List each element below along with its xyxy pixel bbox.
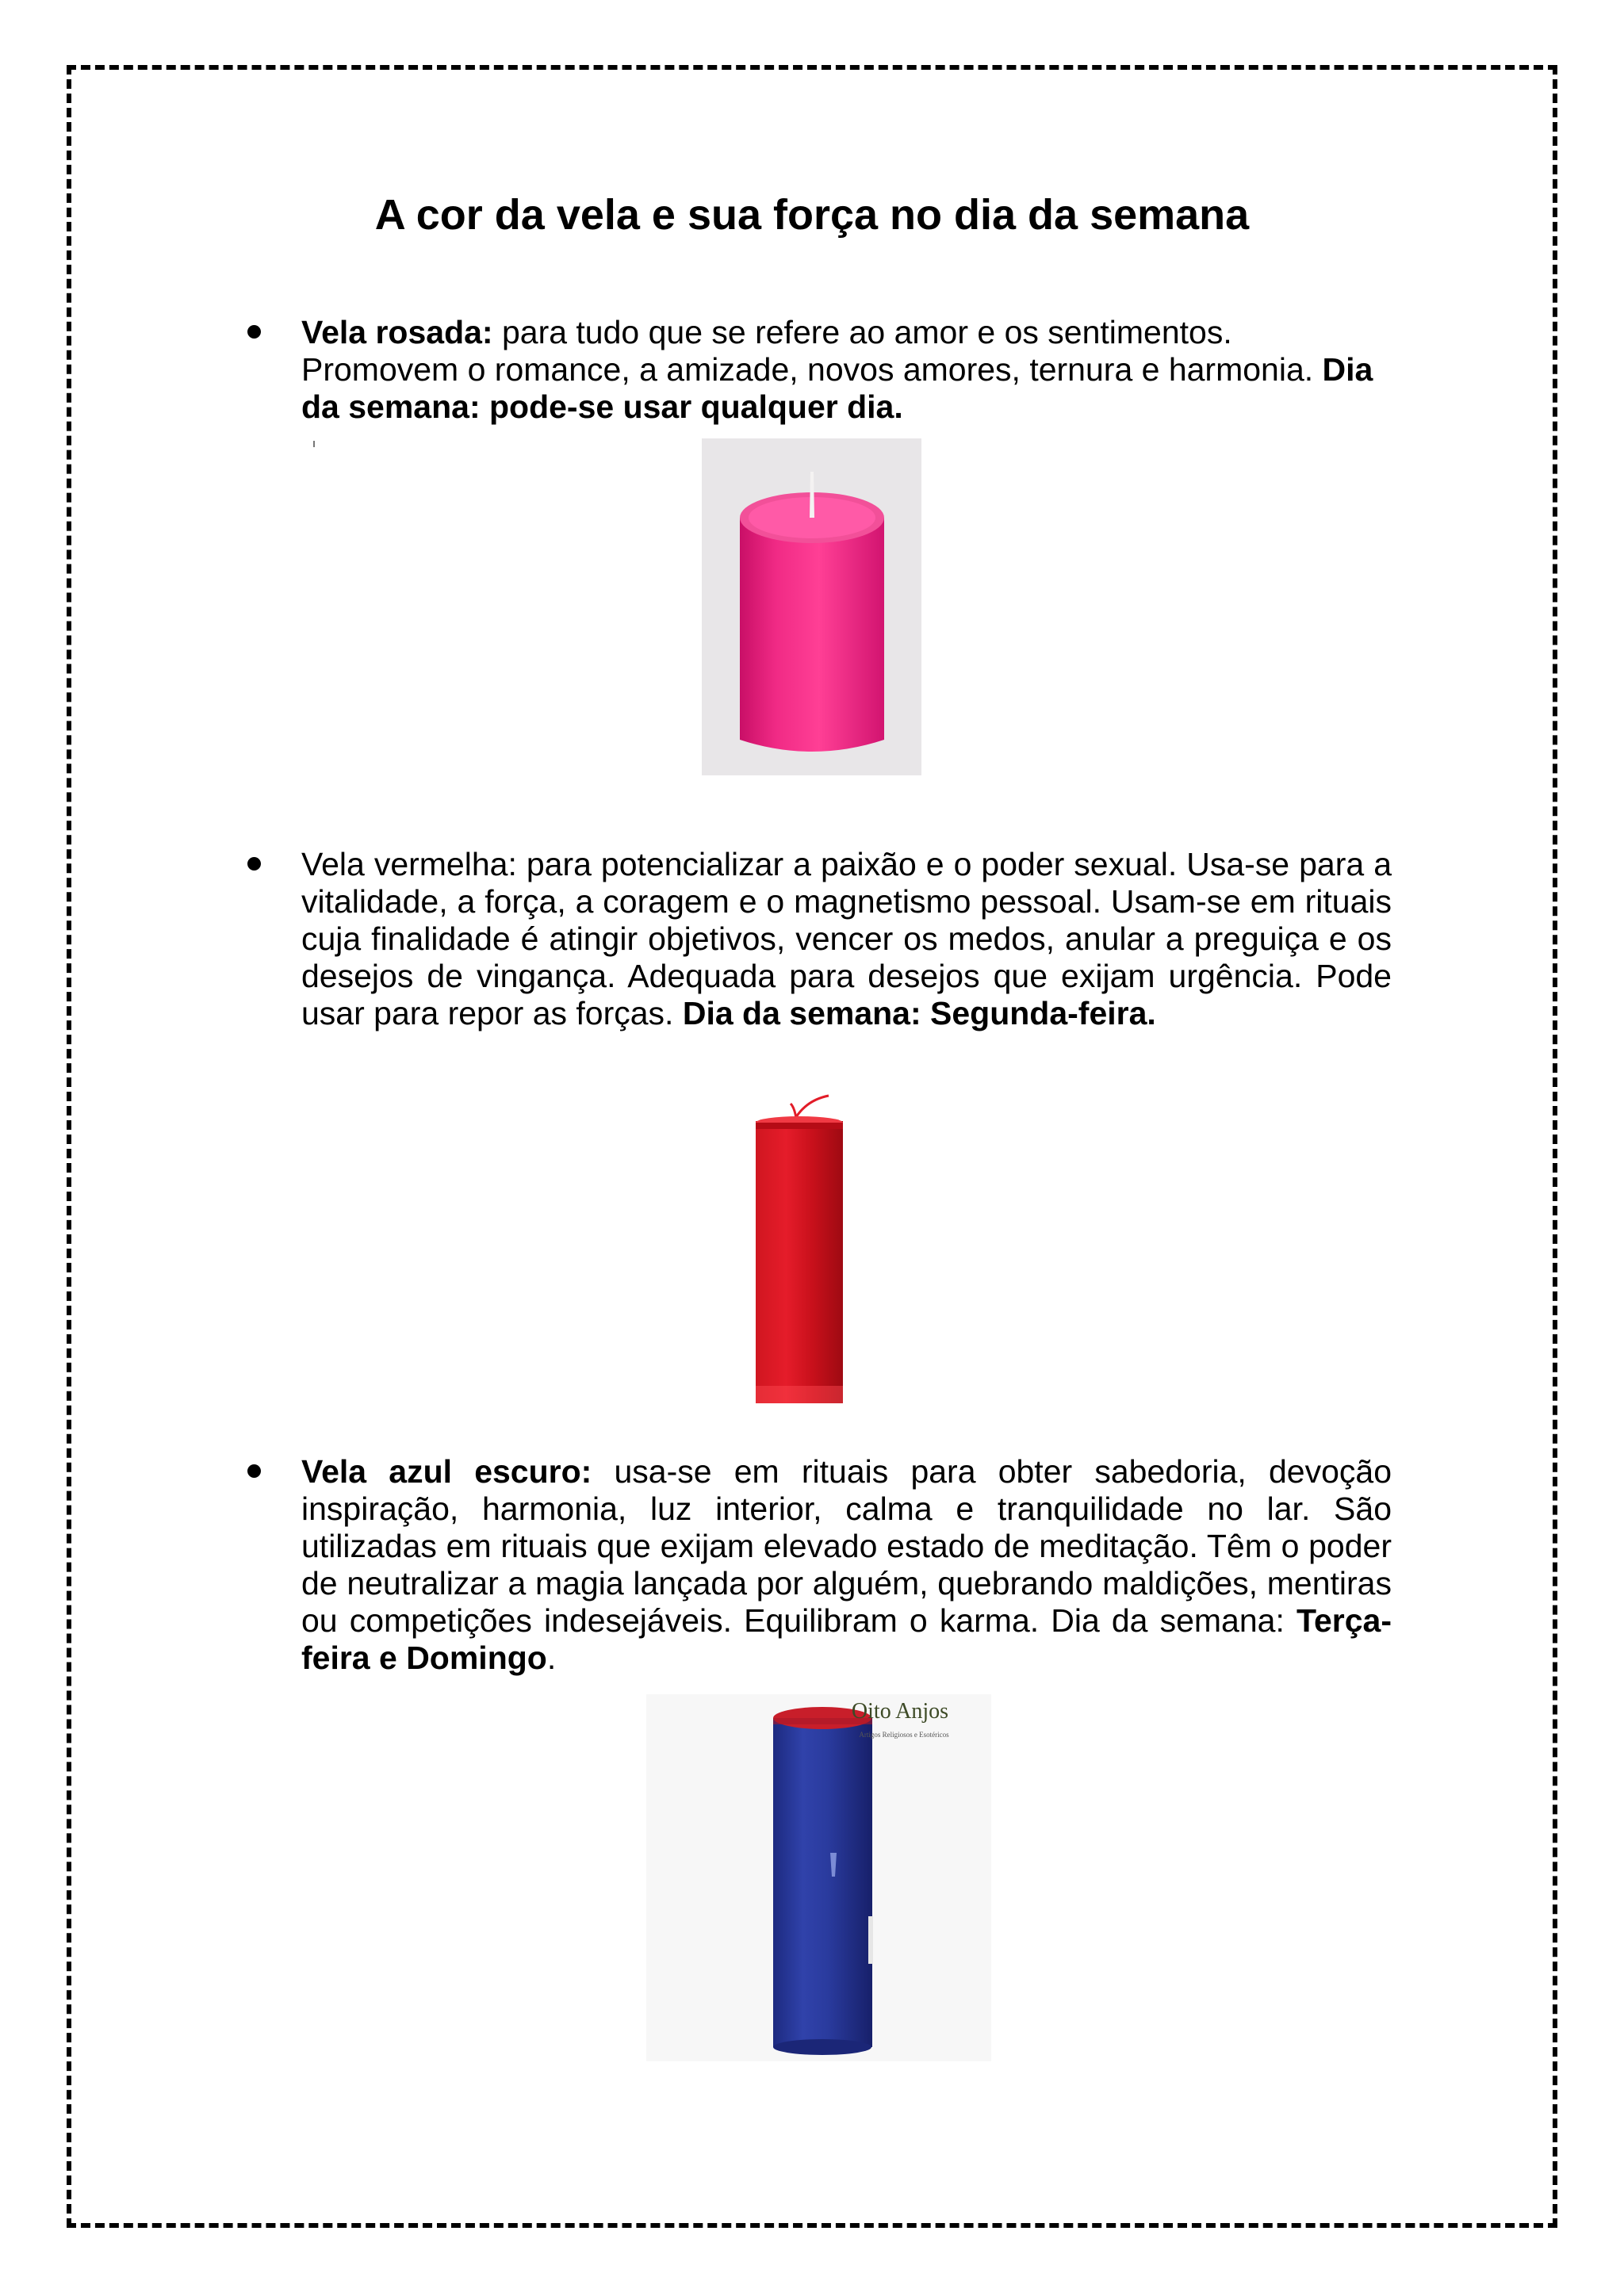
list-item-pink-candle: [301, 314, 1392, 426]
pink-candle-image: [702, 438, 921, 775]
item-day: Dia da semana: Segunda-feira.: [682, 995, 1156, 1031]
item-lead: Vela azul escuro:: [301, 1453, 592, 1490]
item-tail: .: [546, 1640, 557, 1676]
bullet-icon: [247, 325, 261, 339]
page-title: A cor da vela e sua força no dia da semana: [374, 191, 1250, 239]
item-paragraph: [301, 314, 1392, 426]
list-item-red-candle: [301, 846, 1392, 1032]
bullet-icon: [247, 1464, 261, 1478]
blue-candle-image: [646, 1694, 991, 2061]
item-paragraph: [301, 1453, 1392, 1677]
item-paragraph: [301, 846, 1392, 1032]
item-text: para tudo que se refere ao amor e os sentimentos. Promovem o romance, a amizade, novos amores, ternura e harmonia.: [301, 314, 1323, 388]
item-lead: Vela rosada:: [301, 314, 493, 350]
red-candle-image: [749, 1093, 848, 1410]
item-day: Terça-feira e Domingo: [301, 1602, 1392, 1676]
list-item-blue-candle: [301, 1453, 1392, 1677]
brand-logo-subtitle: Artigos Religiosos e Esotéricos: [859, 1731, 949, 1739]
item-text: usa-se em rituais para obter sabedoria, devoção inspiração, harmonia, luz interior, calma e tranquilidade no lar. São utilizadas em rituais que exijam elevado estado de meditação. Têm o poder de neutralizar a magia lançada por alguém, quebrando maldições, mentiras ou competições indesejáveis. Equilibram o karma. Dia da semana:: [301, 1453, 1392, 1639]
bullet-icon: [247, 857, 261, 871]
brand-logo-text: Oito Anjos: [851, 1699, 949, 1724]
item-text: Vela vermelha: para potencializar a paixão e o poder sexual. Usa-se para a vitalidade, a força, a coragem e o magnetismo pessoal. Usam-se em rituais cuja finalidade é atingir objetivos, vencer os medos, anular a preguiça e os desejos de vingança. Adequada para desejos que exijam urgência. Pode usar para repor as forças.: [301, 846, 1392, 1031]
item-day: Dia da semana: pode-se usar qualquer dia.: [301, 351, 1373, 425]
stray-mark: [313, 441, 315, 447]
